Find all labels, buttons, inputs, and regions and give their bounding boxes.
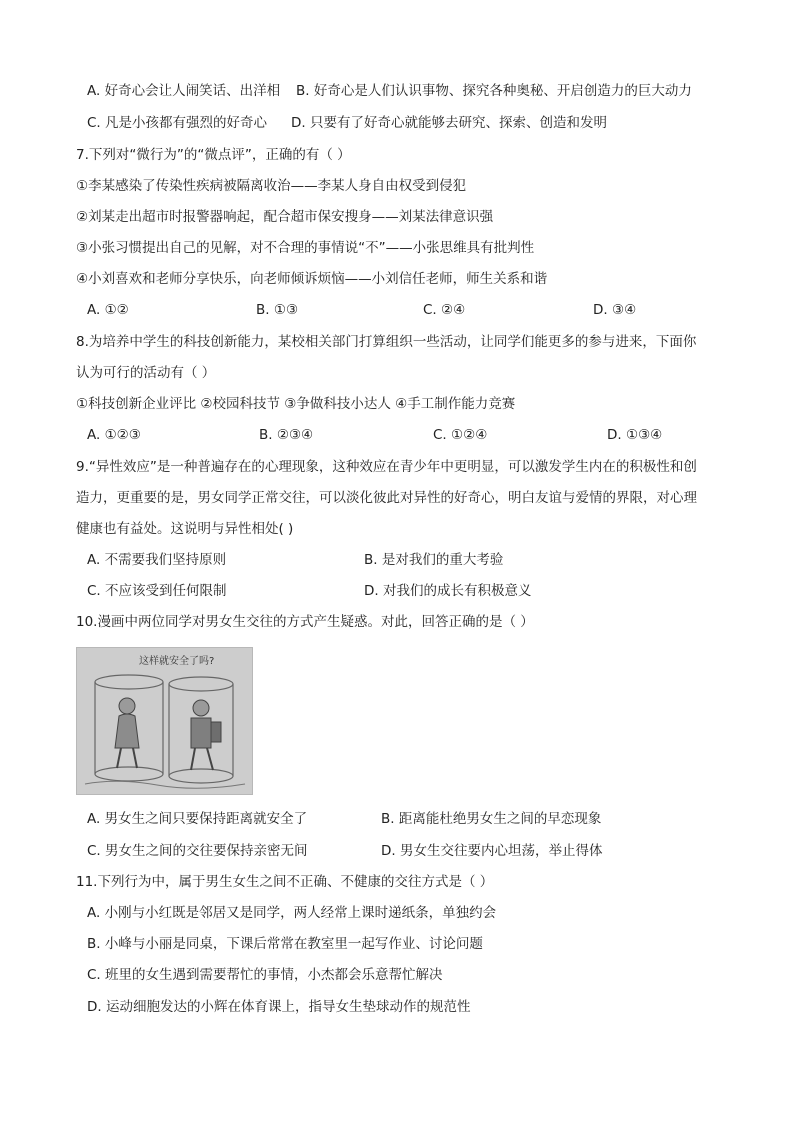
q7-option-c: C. ②④ (423, 302, 466, 318)
q9-stem-line-1: 9.“异性效应”是一种普遍存在的心理现象，这种效应在青少年中更明显，可以激发学生内在的积极性和创 (76, 459, 697, 475)
cartoon-caption: 这样就安全了吗? (139, 656, 215, 667)
cartoon-illustration (77, 648, 252, 794)
q10-option-b: B. 距离能杜绝男女生之间的早恋现象 (381, 811, 602, 827)
q6-option-b: B. 好奇心是人们认识事物、探究各种奥秘、开启创造力的巨大动力 (296, 83, 692, 99)
q9-option-d: D. 对我们的成长有积极意义 (364, 583, 532, 599)
q6-option-d: D. 只要有了好奇心就能够去研究、探索、创造和发明 (291, 115, 607, 131)
q9-option-b: B. 是对我们的重大考验 (364, 552, 504, 568)
q10-option-d: D. 男女生交往要内心坦荡，举止得体 (381, 843, 603, 859)
q11-option-d: D. 运动细胞发达的小辉在体育课上，指导女生垫球动作的规范性 (87, 999, 471, 1015)
q10-option-c: C. 男女生之间的交往要保持亲密无间 (87, 843, 308, 859)
q11-option-a: A. 小刚与小红既是邻居又是同学，两人经常上课时递纸条，单独约会 (87, 905, 497, 921)
q11-option-c: C. 班里的女生遇到需要帮忙的事情，小杰都会乐意帮忙解决 (87, 967, 443, 983)
q9-option-c: C. 不应该受到任何限制 (87, 583, 227, 599)
q8-option-c: C. ①②④ (433, 427, 488, 443)
q8-stem-line-2: 认为可行的活动有（ ） (76, 365, 216, 381)
q8-option-b: B. ②③④ (259, 427, 314, 443)
cartoon-image (76, 647, 253, 795)
q6-option-c: C. 凡是小孩都有强烈的好奇心 (87, 115, 268, 131)
q8-option-a: A. ①②③ (87, 427, 141, 443)
q10-stem: 10.漫画中两位同学对男女生交往的方式产生疑惑。对此，回答正确的是（ ） (76, 614, 534, 630)
q8-items: ①科技创新企业评比 ②校园科技节 ③争做科技小达人 ④手工制作能力竞赛 (76, 396, 516, 412)
q7-item-3: ③小张习惯提出自己的见解，对不合理的事情说“不”——小张思维具有批判性 (76, 240, 535, 256)
q7-item-4: ④小刘喜欢和老师分享快乐，向老师倾诉烦恼——小刘信任老师，师生关系和谐 (76, 271, 548, 287)
q6-option-a: A. 好奇心会让人闹笑话、出洋相 (87, 83, 281, 99)
q9-option-a: A. 不需要我们坚持原则 (87, 552, 227, 568)
q10-option-a: A. 男女生之间只要保持距离就安全了 (87, 811, 308, 827)
q7-option-b: B. ①③ (256, 302, 299, 318)
q8-stem-line-1: 8.为培养中学生的科技创新能力，某校相关部门打算组织一些活动，让同学们能更多的参与进来，下面你 (76, 334, 697, 350)
q7-item-1: ①李某感染了传染性疾病被隔离收治——李某人身自由权受到侵犯 (76, 178, 467, 194)
q7-stem: 7.下列对“微行为”的“微点评”，正确的有（ ） (76, 147, 351, 163)
q8-option-d: D. ①③④ (607, 427, 663, 443)
q7-option-a: A. ①② (87, 302, 129, 318)
q11-stem: 11.下列行为中，属于男生女生之间不正确、不健康的交往方式是（ ） (76, 874, 494, 890)
q7-item-2: ②刘某走出超市时报警器响起，配合超市保安搜身——刘某法律意识强 (76, 209, 494, 225)
q7-option-d: D. ③④ (593, 302, 637, 318)
q11-option-b: B. 小峰与小丽是同桌，下课后常常在教室里一起写作业、讨论问题 (87, 936, 483, 952)
q9-stem-line-3: 健康也有益处。这说明与异性相处( ) (76, 521, 294, 537)
q9-stem-line-2: 造力，更重要的是，男女同学正常交往，可以淡化彼此对异性的好奇心，明白友谊与爱情的界限，对心理 (76, 490, 697, 506)
